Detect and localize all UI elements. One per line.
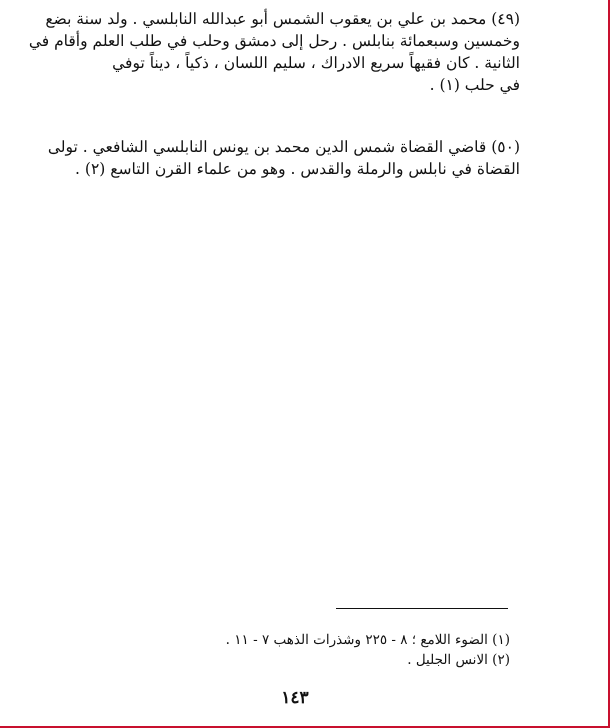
footnote-separator (336, 608, 508, 609)
entry-49-line-3: الثانية . كان فقيهاً سريع الادراك ، سليم اللسان ، ذكياً ، ديناً توفي (112, 54, 520, 72)
footnote-2: (٢) الانس الجليل . (407, 652, 510, 668)
biography-entry-49 (28, 8, 520, 96)
entry-50-line-2: القضاة في نابلس والرملة والقدس . وهو من علماء القرن التاسع (٢) . (75, 160, 520, 178)
footnotes (90, 630, 510, 670)
entry-49-number: (٤٩) (491, 10, 520, 28)
entry-50-line-1: (٥٠) قاضي القضاة شمس الدين محمد بن يونس النابلسي الشافعي . تولى (47, 138, 520, 156)
entry-49-line-1: (٤٩) محمد بن علي بن يعقوب الشمس أبو عبدالله النابلسي . ولد سنة بضع (45, 10, 520, 28)
entry-49-line-4: في حلب (١) . (429, 76, 520, 94)
entry-50-number: (٥٠) (491, 138, 520, 156)
biography-entry-50 (47, 136, 520, 180)
footnote-1: (١) الضوء اللامع ؛ ٨ - ٢٢٥ وشذرات الذهب ٧ - ١١ . (225, 632, 510, 648)
page-number: ١٤٣ (281, 688, 309, 708)
entry-49-line-2: وخمسين وسبعمائة بنابلس . رحل إلى دمشق وحلب في طلب العلم وأقام في (28, 32, 520, 50)
